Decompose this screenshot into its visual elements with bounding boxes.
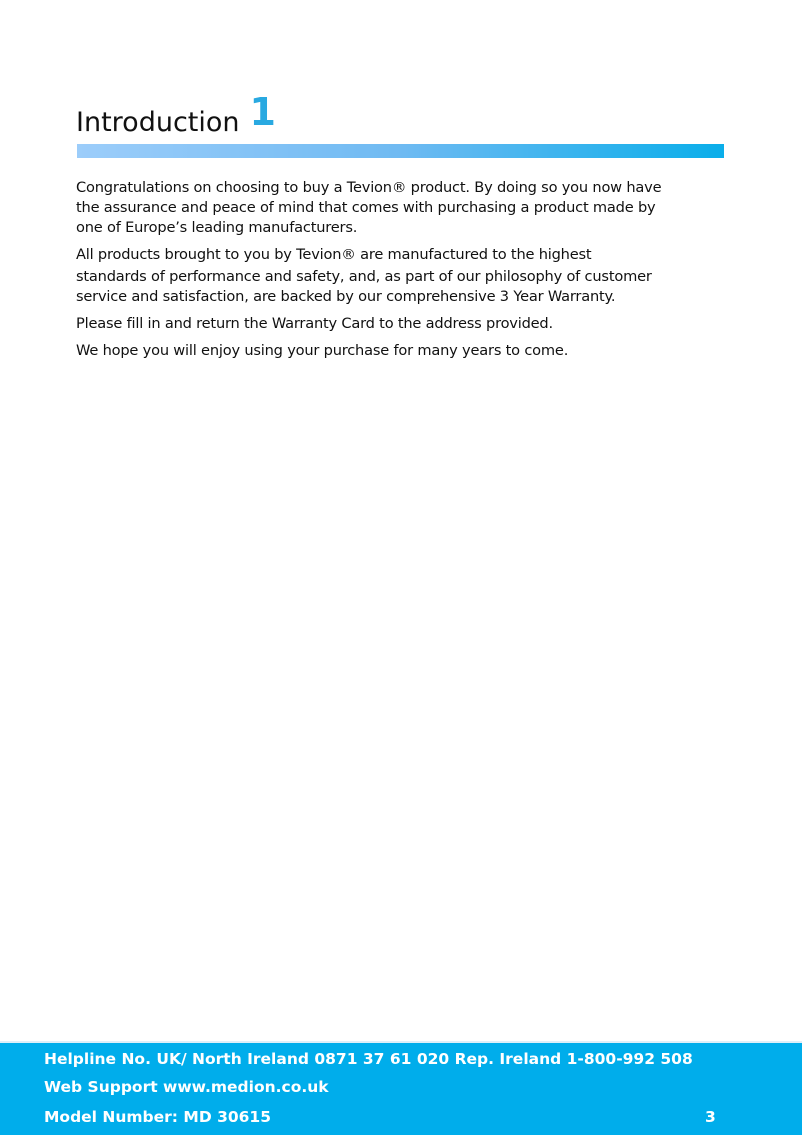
body-text <box>76 178 736 368</box>
section-number: 1 <box>249 90 276 134</box>
text-line: standards of performance and safety, and, as part of our philosophy of customer <box>76 268 652 285</box>
model-number-text: Model Number: MD 30615 <box>44 1108 272 1126</box>
paragraph <box>76 178 736 238</box>
heading-gradient-bar <box>77 144 724 158</box>
paragraph <box>76 245 736 307</box>
text-line: the assurance and peace of mind that comes with purchasing a product made by <box>76 199 656 216</box>
text-line: Congratulations on choosing to buy a Tevion® product. By doing so you now have <box>76 179 662 196</box>
text-line: one of Europe’s leading manufacturers. <box>76 219 358 236</box>
text-line: We hope you will enjoy using your purchase for many years to come. <box>76 342 569 359</box>
text-line: All products brought to you by Tevion® are manufactured to the highest <box>76 246 592 263</box>
paragraph <box>76 314 736 334</box>
footer <box>0 1041 802 1135</box>
section-heading <box>76 90 276 140</box>
text-line: Please fill in and return the Warranty Card to the address provided. <box>76 315 553 332</box>
text-line: service and satisfaction, are backed by our comprehensive 3 Year Warranty. <box>76 288 616 305</box>
section-title: Introduction <box>76 107 240 138</box>
web-support-text: Web Support www.medion.co.uk <box>44 1078 329 1096</box>
paragraph <box>76 341 736 361</box>
helpline-text: Helpline No. UK/ North Ireland 0871 37 61 020 Rep. Ireland 1-800-992 508 <box>44 1050 693 1068</box>
page-number: 3 <box>705 1108 716 1126</box>
